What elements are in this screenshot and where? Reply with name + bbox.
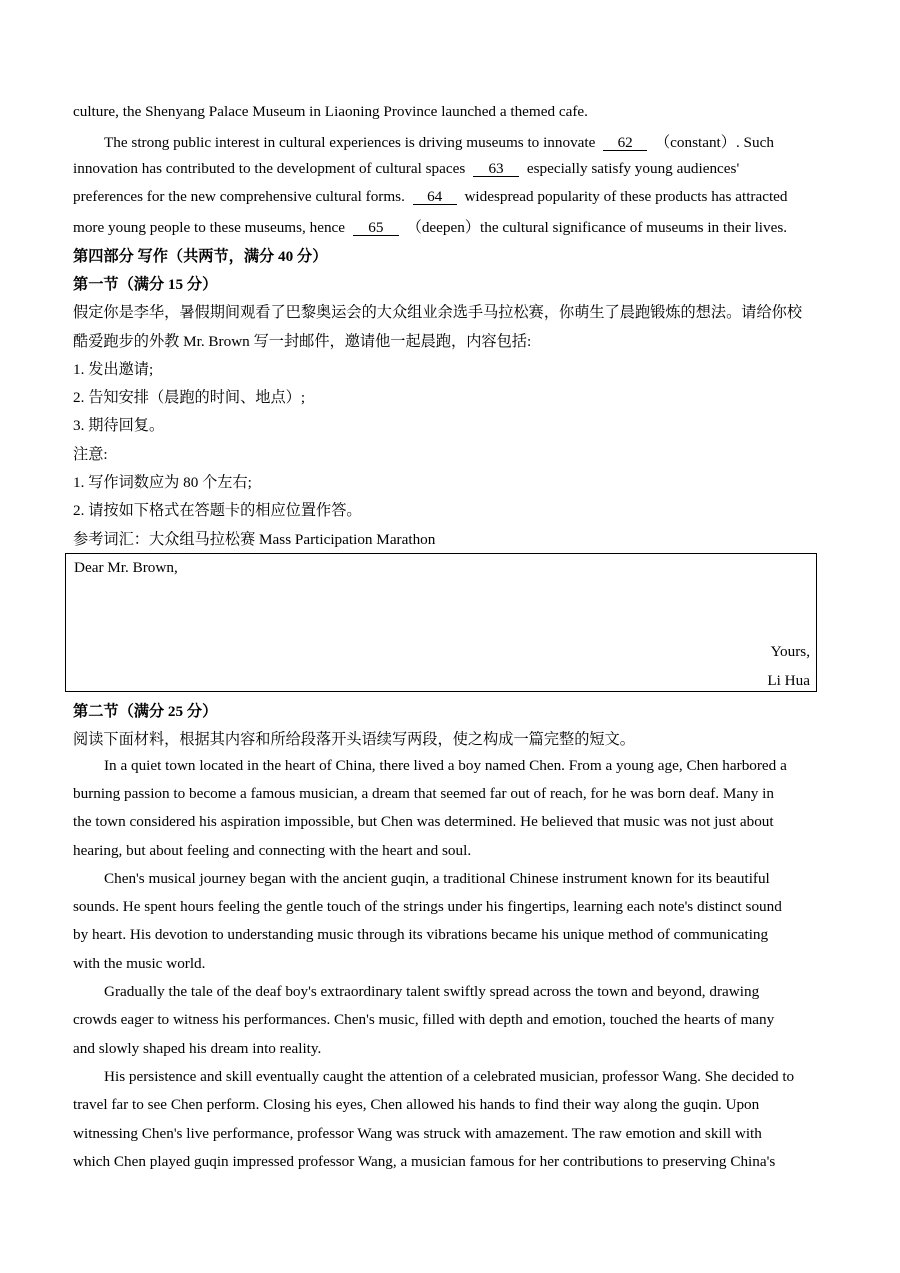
letter-signature: Li Hua	[767, 672, 810, 689]
list-item: 2. 告知安排（晨跑的时间、地点）;	[73, 389, 306, 406]
blank-63[interactable]: 63	[473, 161, 519, 177]
blank-62[interactable]: 62	[603, 135, 647, 151]
story-line: sounds. He spent hours feeling the gentle touch of the strings under his fingertips, learning each note's distinct sound	[73, 898, 782, 915]
blank-65[interactable]: 65	[353, 220, 399, 236]
section-heading: 第一节（满分 15 分）	[73, 276, 218, 293]
story-line: which Chen played guqin impressed professor Wang, a musician famous for her contributions to preserving China's	[73, 1153, 776, 1170]
story-line: crowds eager to witness his performances. Chen's music, filled with depth and emotion, touched the hearts of many	[73, 1011, 775, 1028]
passage-line: preferences for the new comprehensive cultural forms. 64 widespread popularity of these products has attracted	[73, 188, 788, 205]
blank-64[interactable]: 64	[413, 189, 457, 205]
passage-line: more young people to these museums, hence 65 （deepen）the cultural significance of museums in their lives.	[73, 219, 788, 236]
story-line: hearing, but about feeling and connecting with the heart and soul.	[73, 842, 472, 859]
story-line: His persistence and skill eventually caught the attention of a celebrated musician, professor Wang. She decided to	[104, 1068, 795, 1085]
story-line: Gradually the tale of the deaf boy's extraordinary talent swiftly spread across the town and beyond, drawing	[104, 983, 760, 1000]
note-label: 注意:	[73, 446, 108, 463]
letter-closing: Yours,	[770, 643, 810, 660]
story-line: witnessing Chen's live performance, professor Wang was struck with amazement. The raw emotion and skill with	[73, 1125, 762, 1142]
note-item: 1. 写作词数应为 80 个左右;	[73, 474, 252, 491]
story-line: Chen's musical journey began with the ancient guqin, a traditional Chinese instrument known for its beautiful	[104, 870, 770, 887]
story-line: and slowly shaped his dream into reality.	[73, 1040, 322, 1057]
instruction-line: 阅读下面材料，根据其内容和所给段落开头语续写两段，使之构成一篇完整的短文。	[73, 731, 635, 748]
list-item: 3. 期待回复。	[73, 417, 165, 434]
story-line: with the music world.	[73, 955, 206, 972]
vocab-line: 参考词汇：大众组马拉松赛 Mass Participation Marathon	[73, 531, 436, 548]
part-heading: 第四部分 写作（共两节，满分 40 分）	[73, 248, 328, 265]
story-line: In a quiet town located in the heart of China, there lived a boy named Chen. From a young age, Chen harbored a	[104, 757, 787, 774]
story-line: the town considered his aspiration impossible, but Chen was determined. He believed that music was not just about	[73, 813, 774, 830]
story-line: by heart. His devotion to understanding music through its vibrations became his unique method of communicating	[73, 926, 769, 943]
passage-line: The strong public interest in cultural experiences is driving museums to innovate 62 （constant）. Such	[104, 134, 774, 151]
story-line: burning passion to become a famous musician, a dream that seemed far out of reach, for he was born deaf. Many in	[73, 785, 774, 802]
list-item: 1. 发出邀请;	[73, 361, 154, 378]
passage-line: culture, the Shenyang Palace Museum in Liaoning Province launched a themed cafe.	[73, 103, 588, 120]
section-heading: 第二节（满分 25 分）	[73, 703, 218, 720]
note-item: 2. 请按如下格式在答题卡的相应位置作答。	[73, 502, 362, 519]
story-line: travel far to see Chen perform. Closing his eyes, Chen allowed his hands to find their way along the guqin. Upon	[73, 1096, 760, 1113]
prompt-line: 酷爱跑步的外教 Mr. Brown 写一封邮件，邀请他一起晨跑，内容包括:	[73, 333, 532, 350]
letter-greeting: Dear Mr. Brown,	[74, 559, 178, 576]
prompt-line: 假定你是李华，暑假期间观看了巴黎奥运会的大众组业余选手马拉松赛，你萌生了晨跑锻炼的想法。请给你校	[73, 304, 802, 321]
letter-answer-box[interactable]	[65, 553, 817, 692]
passage-line: innovation has contributed to the development of cultural spaces 63 especially satisfy young audiences'	[73, 160, 740, 177]
